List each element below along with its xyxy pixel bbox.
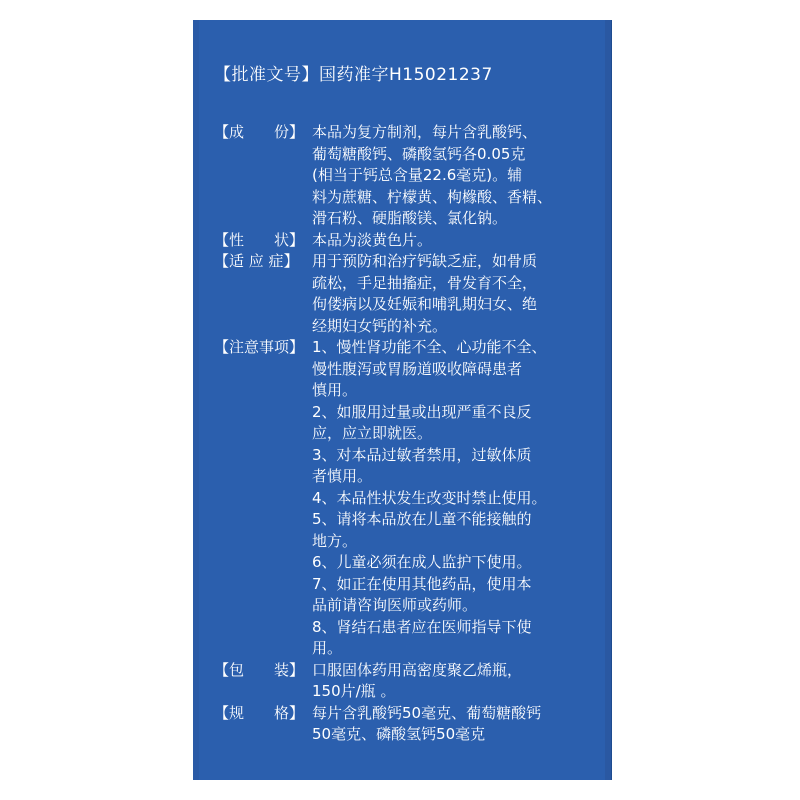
text-line: 150片/瓶 。 bbox=[312, 682, 396, 700]
section-value bbox=[312, 660, 594, 703]
text-line: 每片含乳酸钙50毫克、葡萄糖酸钙 bbox=[312, 703, 542, 722]
text-line: 者慎用。 bbox=[312, 467, 373, 485]
section-label: 【规 格】 bbox=[214, 703, 305, 722]
section-specification bbox=[214, 703, 594, 746]
section-composition bbox=[214, 122, 594, 230]
drug-label-text bbox=[214, 64, 594, 746]
text-line: 葡萄糖酸钙、磷酸氢钙各0.05克 bbox=[312, 144, 526, 163]
section-precautions bbox=[214, 337, 594, 660]
text-line: 料为蔗糖、柠檬黄、枸橼酸、香精、 bbox=[312, 187, 553, 206]
text-line: 疏松，手足抽搐症，骨发育不全， bbox=[312, 273, 538, 292]
section-indications bbox=[214, 251, 594, 337]
approval-value: 国药准字H15021237 bbox=[319, 65, 493, 85]
approval-number bbox=[214, 64, 594, 86]
text-line: 佝偻病以及妊娠和哺乳期妇女、绝 bbox=[312, 295, 538, 313]
text-line: 1、慢性肾功能不全、心功能不全、 bbox=[312, 338, 547, 356]
text-line: 用于预防和治疗钙缺乏症，如骨质 bbox=[312, 252, 538, 270]
section-value bbox=[312, 122, 594, 230]
text-line: 50毫克、磷酸氢钙50毫克 bbox=[312, 725, 486, 743]
section-label: 【注意事项】 bbox=[214, 338, 305, 356]
text-line: 本品为淡黄色片。 bbox=[312, 230, 433, 249]
text-line: 7、如正在使用其他药品，使用本 bbox=[312, 574, 532, 593]
section-package bbox=[214, 660, 594, 703]
text-line: 经期妇女钙的补充。 bbox=[312, 316, 448, 335]
text-line: 应，应立即就医。 bbox=[312, 424, 433, 442]
text-line: 慢性腹泻或胃肠道吸收障碍患者 bbox=[312, 359, 523, 378]
text-line: (相当于钙总含量22.6毫克)。辅 bbox=[312, 166, 523, 184]
section-label: 【性 状】 bbox=[214, 230, 305, 249]
text-line: 口服固体药用高密度聚乙烯瓶， bbox=[312, 660, 523, 679]
text-line: 慎用。 bbox=[312, 381, 358, 399]
text-line: 本品为复方制剂，每片含乳酸钙、 bbox=[312, 123, 538, 141]
section-label: 【成 份】 bbox=[214, 123, 305, 141]
text-line: 品前请咨询医师或药师。 bbox=[312, 596, 478, 614]
text-line: 5、请将本品放在儿童不能接触的 bbox=[312, 510, 532, 528]
text-line: 2、如服用过量或出现严重不良反 bbox=[312, 402, 532, 421]
section-properties bbox=[214, 230, 594, 252]
section-label: 【包 装】 bbox=[214, 660, 305, 679]
section-value bbox=[312, 251, 594, 337]
section-value bbox=[312, 230, 594, 252]
section-value bbox=[312, 703, 594, 746]
text-line: 滑石粉、硬脂酸镁、氯化钠。 bbox=[312, 209, 508, 227]
text-line: 8、肾结石患者应在医师指导下使 bbox=[312, 617, 532, 636]
text-line: 地方。 bbox=[312, 531, 358, 550]
section-label: 【适 应 症】 bbox=[214, 252, 299, 270]
text-line: 用。 bbox=[312, 639, 343, 657]
approval-label: 【批准文号】 bbox=[214, 65, 319, 85]
text-line: 6、儿童必须在成人监护下使用。 bbox=[312, 553, 532, 571]
text-line: 3、对本品过敏者禁用，过敏体质 bbox=[312, 445, 532, 464]
text-line: 4、本品性状发生改变时禁止使用。 bbox=[312, 488, 547, 507]
section-value bbox=[312, 337, 594, 660]
